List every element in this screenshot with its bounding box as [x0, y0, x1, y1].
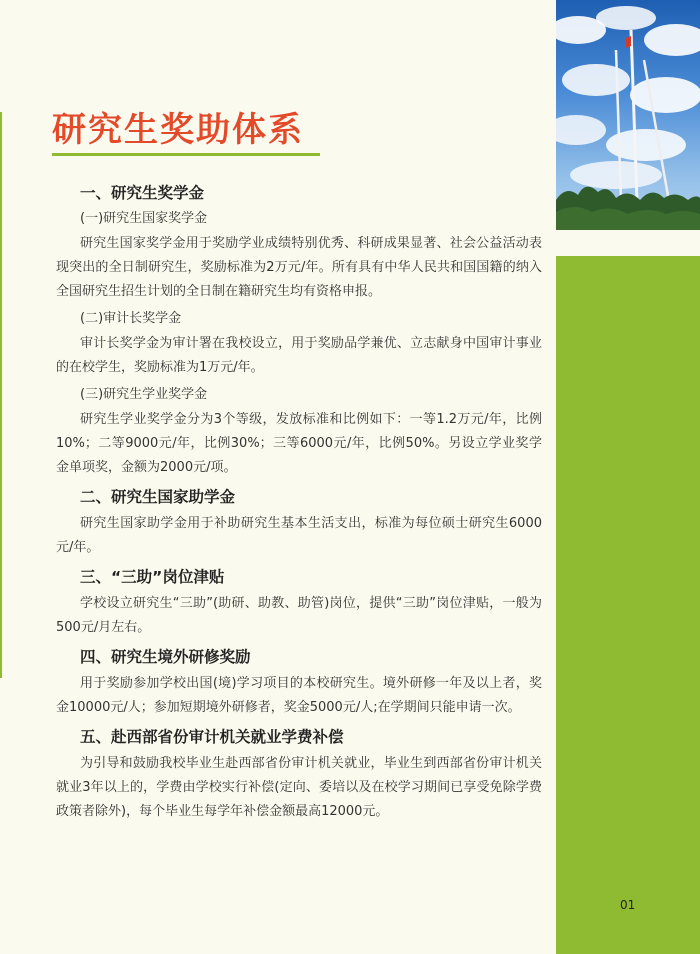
- sky-flagpole-illustration: [556, 0, 700, 230]
- section-4-title: 四、研究生境外研修奖励: [80, 648, 251, 666]
- section-3-paragraph: 学校设立研究生“三助”(助研、助教、助管)岗位，提供“三助”岗位津贴，一般为500元/月左右。: [56, 596, 542, 635]
- left-accent-line: [0, 112, 2, 678]
- section-5-title: 五、赴西部省份审计机关就业学费补偿: [80, 728, 344, 746]
- page-title: 研究生奖助体系: [52, 110, 304, 150]
- section-1-sub-3-paragraph: 研究生学业奖学金分为3个等级，发放标准和比例如下：一等1.2万元/年，比例10%；二等9000元/年，比例30%；三等6000元/年，比例50%。另设立学业奖学金单项奖，金额为2000元/项。: [56, 412, 542, 475]
- page-number: 01: [620, 898, 636, 912]
- side-green-band: [556, 256, 700, 954]
- section-4-paragraph: 用于奖励参加学校出国(境)学习项目的本校研究生。境外研修一年及以上者，奖金10000元/人；参加短期境外研修者，奖金5000元/人;在学期间只能申请一次。: [56, 676, 542, 715]
- section-5-paragraph: 为引导和鼓励我校毕业生赴西部省份审计机关就业，毕业生到西部省份审计机关就业3年以上的，学费由学校实行补偿(定向、委培以及在校学习期间已享受免除学费政策者除外)，每个毕业生每学年补偿金额最高12000元。: [56, 756, 542, 819]
- campus-flagpole-photo: [556, 0, 700, 230]
- section-3-title: 三、“三助”岗位津贴: [80, 568, 225, 586]
- section-2-paragraph: 研究生国家助学金用于补助研究生基本生活支出，标准为每位硕士研究生6000元/年。: [56, 516, 542, 555]
- section-1-sub-2-paragraph: 审计长奖学金为审计署在我校设立，用于奖励品学兼优、立志献身中国审计事业的在校学生，奖励标准为1万元/年。: [56, 336, 542, 375]
- section-1-sub-3-title: (三)研究生学业奖学金: [80, 387, 208, 402]
- section-1-title: 一、研究生奖学金: [80, 184, 205, 202]
- section-2-title: 二、研究生国家助学金: [80, 488, 236, 506]
- title-underline: [52, 153, 320, 156]
- section-1-sub-1-title: (一)研究生国家奖学金: [80, 211, 208, 226]
- section-1-sub-1-paragraph: 研究生国家奖学金用于奖励学业成绩特别优秀、科研成果显著、社会公益活动表现突出的全日制研究生，奖励标准为2万元/年。所有具有中华人民共和国国籍的纳入全国研究生招生计划的全日制在籍研究生均有资格申报。: [56, 236, 542, 299]
- section-1-sub-2-title: (二)审计长奖学金: [80, 311, 182, 326]
- main-content: [56, 176, 542, 828]
